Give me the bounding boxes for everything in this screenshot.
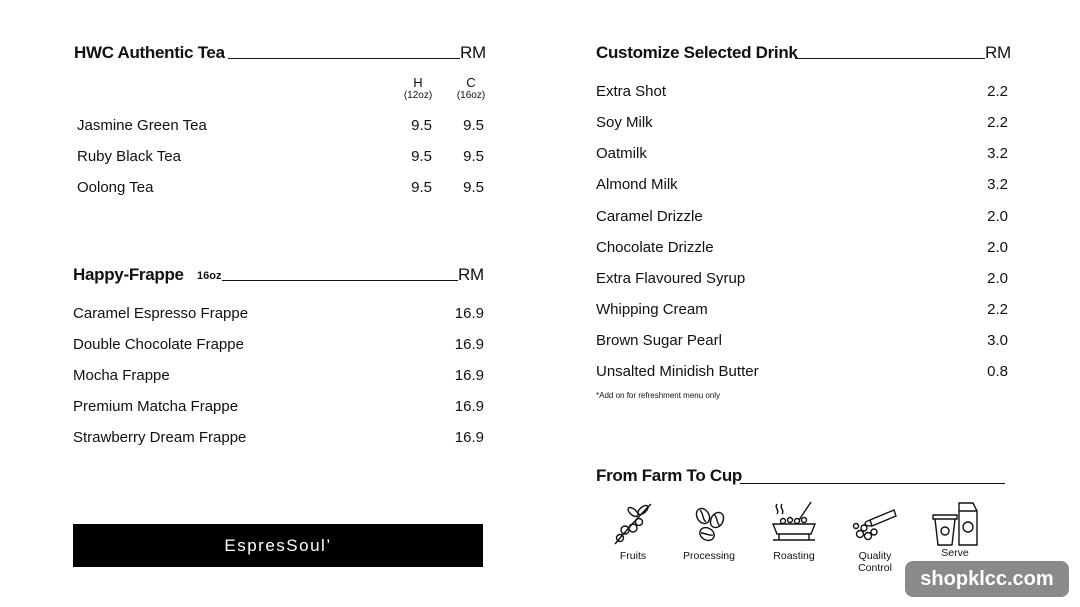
step-label-line1: Quality [858,550,892,562]
scoop-icon [850,500,900,546]
tea-title-rule [228,58,460,59]
step-label: Processing [683,550,735,562]
site-watermark [905,561,1069,597]
tea-item-cold-price: 9.5 [463,148,484,165]
step-roasting [754,500,834,562]
tea-section-title: HWC Authentic Tea [74,43,225,62]
custom-item-name: Unsalted Minidish Butter [596,363,759,380]
custom-item-price: 2.0 [987,208,1008,225]
custom-item-price: 2.2 [987,83,1008,100]
custom-item-name: Soy Milk [596,114,653,131]
tea-item-hot-price: 9.5 [411,117,432,134]
farm-title-rule [740,483,1005,484]
frappe-size-label: 16oz [197,270,222,282]
frappe-item-price: 16.9 [454,336,484,353]
farm-section-title: From Farm To Cup [596,466,742,485]
step-label: Roasting [773,550,815,562]
frappe-section-title: Happy-Frappe [73,265,184,284]
step-label: Fruits [619,550,647,562]
custom-item-price: 3.2 [987,145,1008,162]
hot-label: H [413,75,423,90]
custom-item-name: Caramel Drizzle [596,208,703,225]
cup-and-bag-icon [929,497,981,547]
custom-item-name: Brown Sugar Pearl [596,332,722,349]
tea-item-cold-price: 9.5 [463,117,484,134]
coffee-branch-icon [611,500,655,546]
custom-item-name: Extra Flavoured Syrup [596,270,746,287]
brand-banner [73,524,483,567]
frappe-item-name: Premium Matcha Frappe [73,398,239,415]
tea-item-cold-price: 9.5 [463,179,484,196]
step-quality-control [835,500,915,574]
custom-section-title: Customize Selected Drink [596,43,798,62]
frappe-item-name: Caramel Espresso Frappe [73,305,249,322]
brand-name: EspresSoul’ [224,535,332,555]
roasting-pan-icon [769,500,819,546]
cold-label: C [466,75,476,90]
custom-title-rule [795,58,985,59]
custom-item-price: 2.0 [987,270,1008,287]
step-serve [915,497,995,559]
custom-currency-label: RM [985,43,1011,62]
custom-item-name: Chocolate Drizzle [596,239,714,256]
add-on-note: *Add on for refreshment menu only [596,391,721,400]
step-label: Serve [941,547,969,559]
step-label-line2: Control [858,562,892,574]
custom-item-name: Oatmilk [596,145,647,162]
frappe-item-name: Mocha Frappe [73,367,170,384]
custom-item-price: 2.0 [987,239,1008,256]
custom-item-price: 2.2 [987,301,1008,318]
tea-item-name: Ruby Black Tea [77,148,181,165]
tea-item-name: Oolong Tea [77,179,154,196]
watermark-text: shopklcc.com [920,567,1054,590]
step-processing [669,500,749,562]
frappe-item-name: Strawberry Dream Frappe [73,429,247,446]
frappe-currency-label: RM [458,265,484,284]
step-fruits [593,500,673,562]
custom-item-name: Extra Shot [596,83,667,100]
hot-size-label: (12oz) [403,90,433,101]
custom-item-name: Almond Milk [596,176,678,193]
tea-hot-column-header [398,76,438,102]
frappe-item-price: 16.9 [454,398,484,415]
frappe-item-price: 16.9 [454,429,484,446]
cold-size-label: (16oz) [456,90,486,101]
frappe-item-price: 16.9 [454,305,484,322]
tea-item-hot-price: 9.5 [411,148,432,165]
coffee-beans-icon [687,500,731,546]
custom-item-name: Whipping Cream [596,301,708,318]
tea-item-hot-price: 9.5 [411,179,432,196]
step-label [835,550,915,574]
frappe-item-name: Double Chocolate Frappe [73,336,244,353]
custom-item-price: 3.0 [987,332,1008,349]
custom-item-price: 0.8 [987,363,1008,380]
tea-currency-label: RM [460,43,486,62]
tea-item-name: Jasmine Green Tea [77,117,207,134]
frappe-title-rule [222,280,458,281]
frappe-item-price: 16.9 [454,367,484,384]
custom-item-price: 2.2 [987,114,1008,131]
tea-cold-column-header [451,76,491,102]
custom-item-price: 3.2 [987,176,1008,193]
